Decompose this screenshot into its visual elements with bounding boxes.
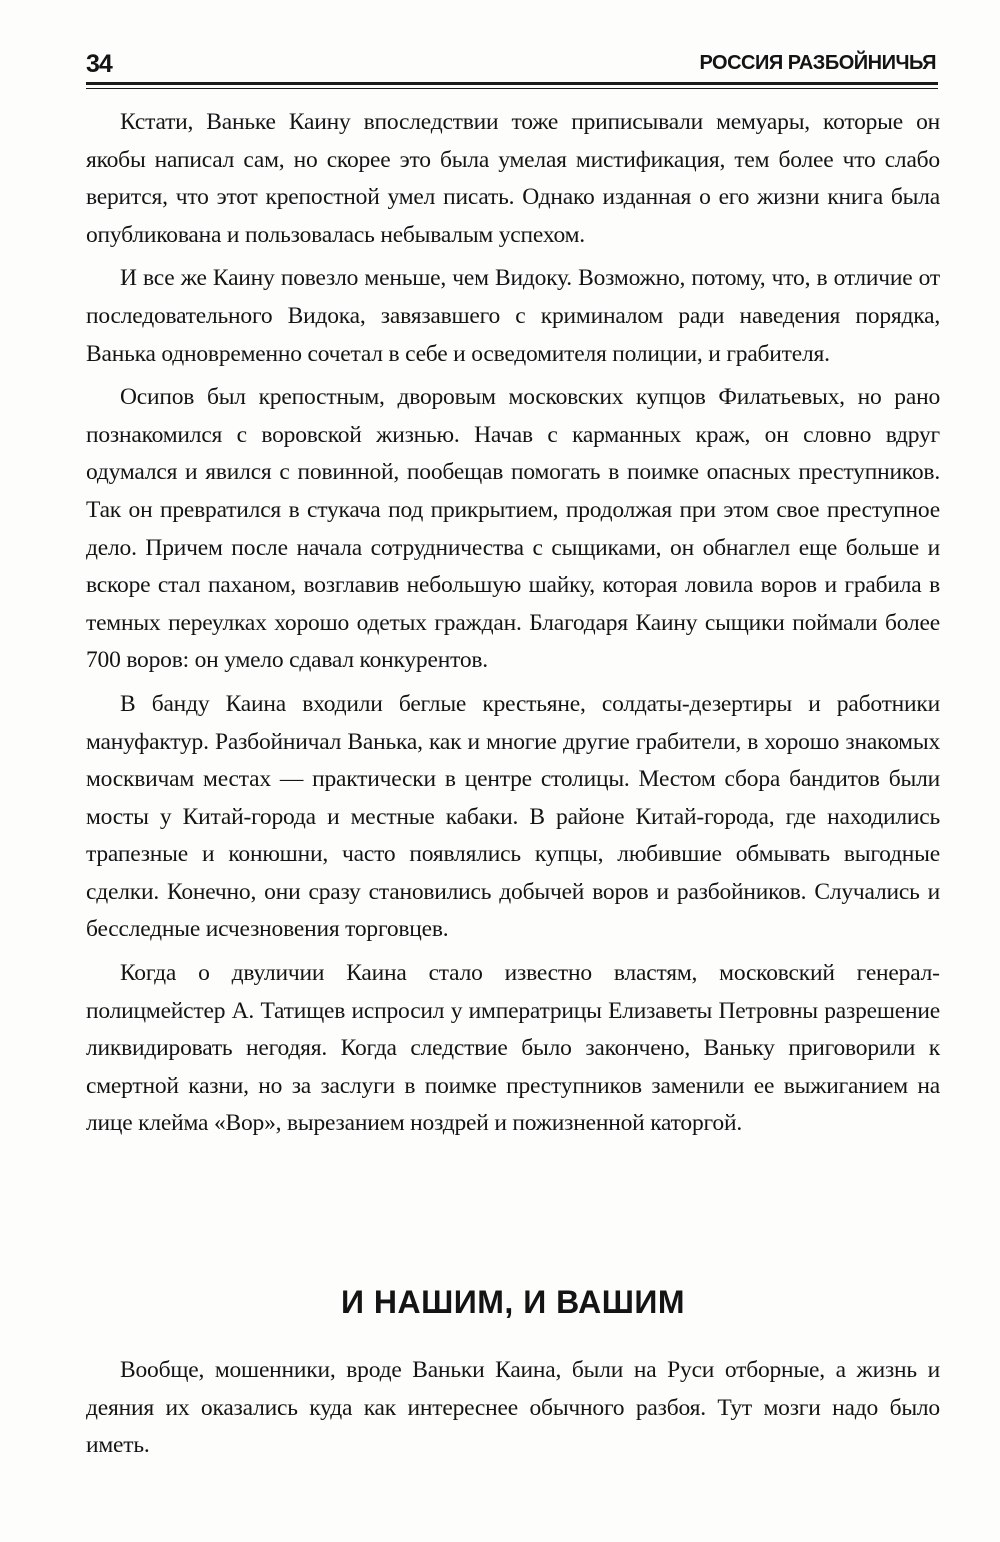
paragraph: Когда о двуличии Каина стало известно властям, московский генералполицмейстер А. Татищев испросил у императрицы Елизаветы Петровны разрешение ликвидировать негодяя. Когда следствие было закончено, Ваньку приговорили к смертной казни, но за заслуги в поимке преступников заменили ее выжиганием на лице клейма «Вор», вырезанием ноздрей и пожизненной каторгой. (86, 960, 940, 1137)
paragraph: Осипов был крепостным, дворовым московских купцов Филатьевых, но рано познакомился с воровской жизнью. Начав с карманных краж, он словно вдруг одумался и явился с повинной, пообещав помогать в поимке опасных преступников. Так он превратился в стукача под прикрытием, продолжая при этом свое преступное дело. Причем после начала сотрудничества с сыщиками, он обнаглел еще больше и вскоре стал паханом, возглавив небольшую шайку, которая ловила воров и грабила в темных переулках хорошо одетых граждан. Благодаря Каину сыщики поймали более 700 воров: он умело сдавал конкурентов. (86, 384, 940, 674)
header-rule-thin (86, 88, 938, 89)
paragraph: В банду Каина входили беглые крестьяне, солдаты-дезертиры и работники мануфактур. Разбойничал Ванька, как и многие другие грабители, в хорошо знакомых москвичам местах — практически в центре столицы. Местом сбора бандитов были мосты у Китай-города и местные кабаки. В районе Китай-города, где находились трапезные и конюшни, часто появлялись купцы, любившие обмывать выгодные сделки. Конечно, они сразу становились добычей воров и разбойников. Случались и бесследные исчезновения торговцев. (86, 690, 940, 943)
section-heading: И НАШИМ, И ВАШИМ (340, 1284, 686, 1320)
paragraph: Вообще, мошенники, вроде Ваньки Каина, были на Руси отборные, а жизнь и деяния их оказались куда как интереснее обычного разбоя. Тут мозги надо было иметь. (86, 1357, 940, 1459)
page-number: 34 (86, 50, 112, 78)
paragraph: Кстати, Ваньке Каину впоследствии тоже приписывали мемуары, которые он якобы написал сам, но скорее это была умелая мистификация, тем более что слабо верится, что этот крепостной умел писать. Однако изданная о его жизни книга была опубликована и пользовалась небывалым успехом. (86, 109, 940, 248)
body-text (86, 104, 940, 1149)
header-rule-thick (86, 82, 938, 85)
running-title: РОССИЯ РАЗБОЙНИЧЬЯ (699, 52, 936, 74)
paragraph: И все же Каину повезло меньше, чем Видоку. Возможно, потому, что, в отличие от последовательного Видока, завязавшего с криминалом ради наведения порядка, Ванька одновременно сочетал в себе и осведомителя полиции, и грабителя. (86, 265, 940, 367)
running-head (86, 44, 936, 80)
section-body-text (86, 1352, 940, 1471)
